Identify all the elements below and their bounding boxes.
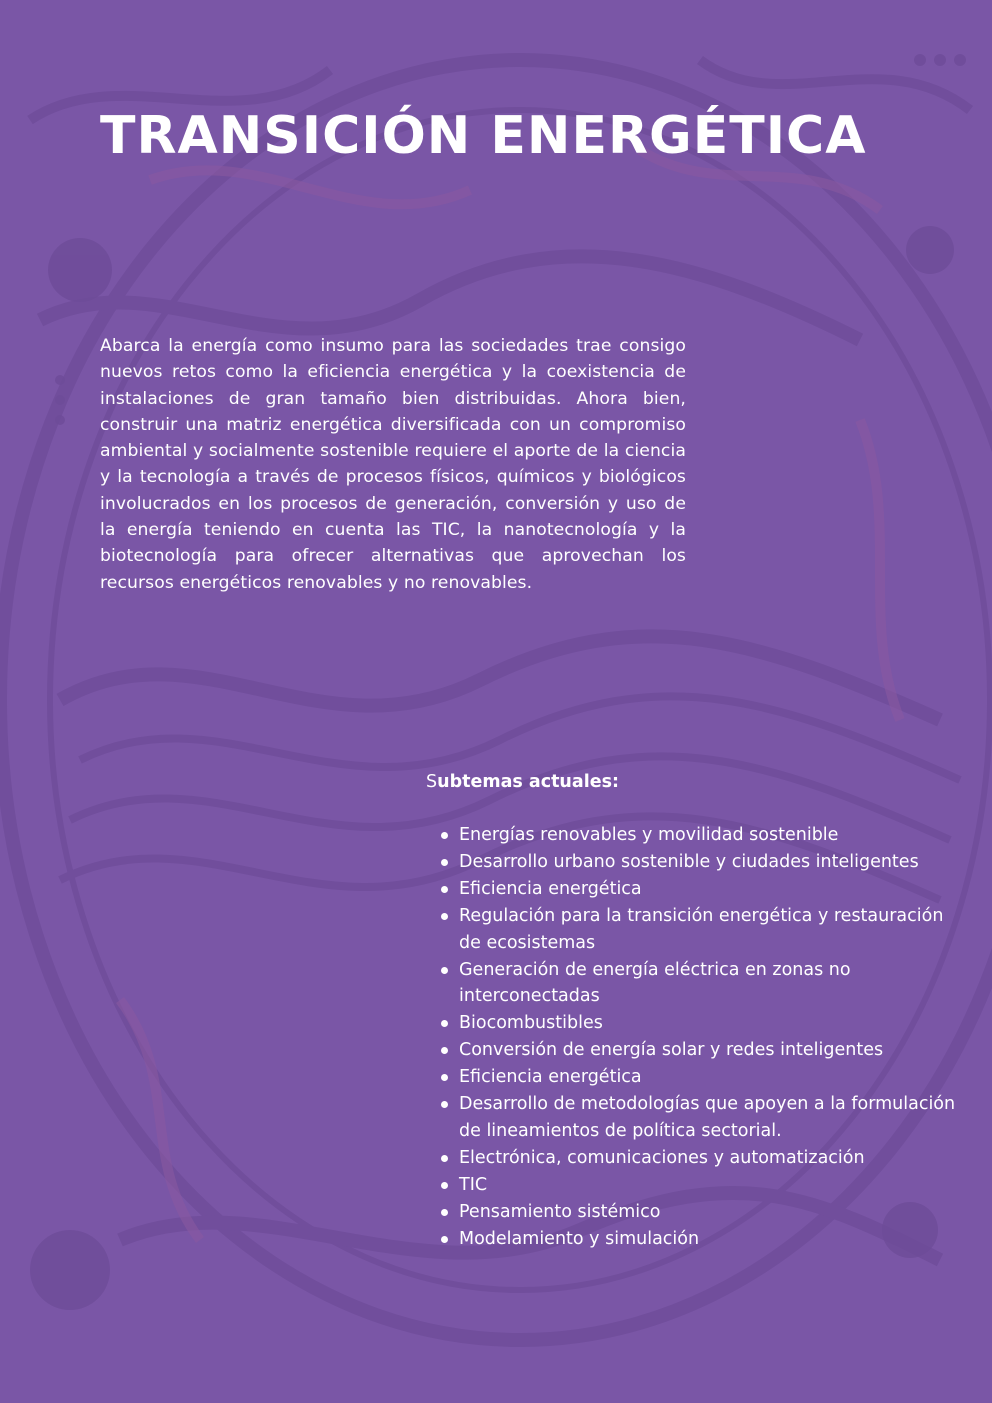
list-item-label: Modelamiento y simulación	[459, 1228, 700, 1249]
list-item-label: Eficiencia energética	[459, 878, 642, 899]
subtopics-list	[426, 822, 966, 1253]
list-item	[426, 1091, 966, 1145]
page-title: TRANSICIÓN ENERGÉTICA	[100, 106, 867, 166]
list-item-label: Pensamiento sistémico	[459, 1201, 661, 1222]
bullet-icon	[441, 1182, 448, 1189]
bullet-icon	[441, 1236, 448, 1243]
list-item	[426, 1064, 966, 1091]
bullet-icon	[441, 1047, 448, 1054]
bullet-icon	[441, 859, 448, 866]
bullet-icon	[441, 1074, 448, 1081]
list-item	[426, 1199, 966, 1226]
list-item	[426, 1037, 966, 1064]
intro-paragraph: Abarca la energía como insumo para las sociedades trae consigo nuevos retos como la eficiencia energética y la coexistencia de instalaciones de gran tamaño bien distribuidas. Ahora bien, construir una matriz energética diversificada con un compromiso ambiental y socialmente sostenible requiere el aporte de la ciencia y la tecnología a través de procesos físicos, químicos y biológicos involucrados en los procesos de generación, conversión y uso de la energía teniendo en cuenta las TIC, la nanotecnología y la biotecnología para ofrecer alternativas que aprovechan los recursos energéticos renovables y no renovables.	[100, 336, 686, 593]
bullet-icon	[441, 886, 448, 893]
bullet-icon	[441, 1209, 448, 1216]
list-item	[426, 876, 966, 903]
bullet-icon	[441, 1101, 448, 1108]
bullet-icon	[441, 832, 448, 839]
subtopics-heading-rest: ubtemas actuales:	[437, 772, 619, 792]
subtopics-heading-initial: S	[426, 772, 438, 792]
list-item-label: Desarrollo urbano sostenible y ciudades inteligentes	[459, 851, 919, 872]
list-item	[426, 849, 966, 876]
subtopics-heading	[426, 769, 619, 795]
list-item-label: Conversión de energía solar y redes inteligentes	[459, 1040, 884, 1061]
bullet-icon	[441, 1020, 448, 1027]
list-item-label: Energías renovables y movilidad sostenible	[459, 825, 839, 845]
list-item	[426, 822, 966, 849]
list-item-label: Eficiencia energética	[459, 1067, 642, 1088]
list-item	[426, 903, 966, 957]
list-item-label: TIC	[459, 1174, 488, 1195]
list-item	[426, 1226, 966, 1253]
list-item	[426, 1145, 966, 1172]
list-item-label: Biocombustibles	[459, 1013, 603, 1034]
list-item-label: Regulación para la transición energética y restauración de ecosistemas	[459, 905, 944, 953]
list-item	[426, 1010, 966, 1037]
list-item	[426, 1172, 966, 1199]
list-item-label: Electrónica, comunicaciones y automatización	[459, 1147, 865, 1168]
bullet-icon	[441, 967, 448, 974]
list-item-label: Generación de energía eléctrica en zonas no interconectadas	[459, 959, 851, 1007]
list-item-label: Desarrollo de metodologías que apoyen a la formulación de lineamientos de política sectorial.	[459, 1094, 956, 1141]
list-item	[426, 957, 966, 1011]
bullet-icon	[441, 1155, 448, 1162]
bullet-icon	[441, 913, 448, 920]
